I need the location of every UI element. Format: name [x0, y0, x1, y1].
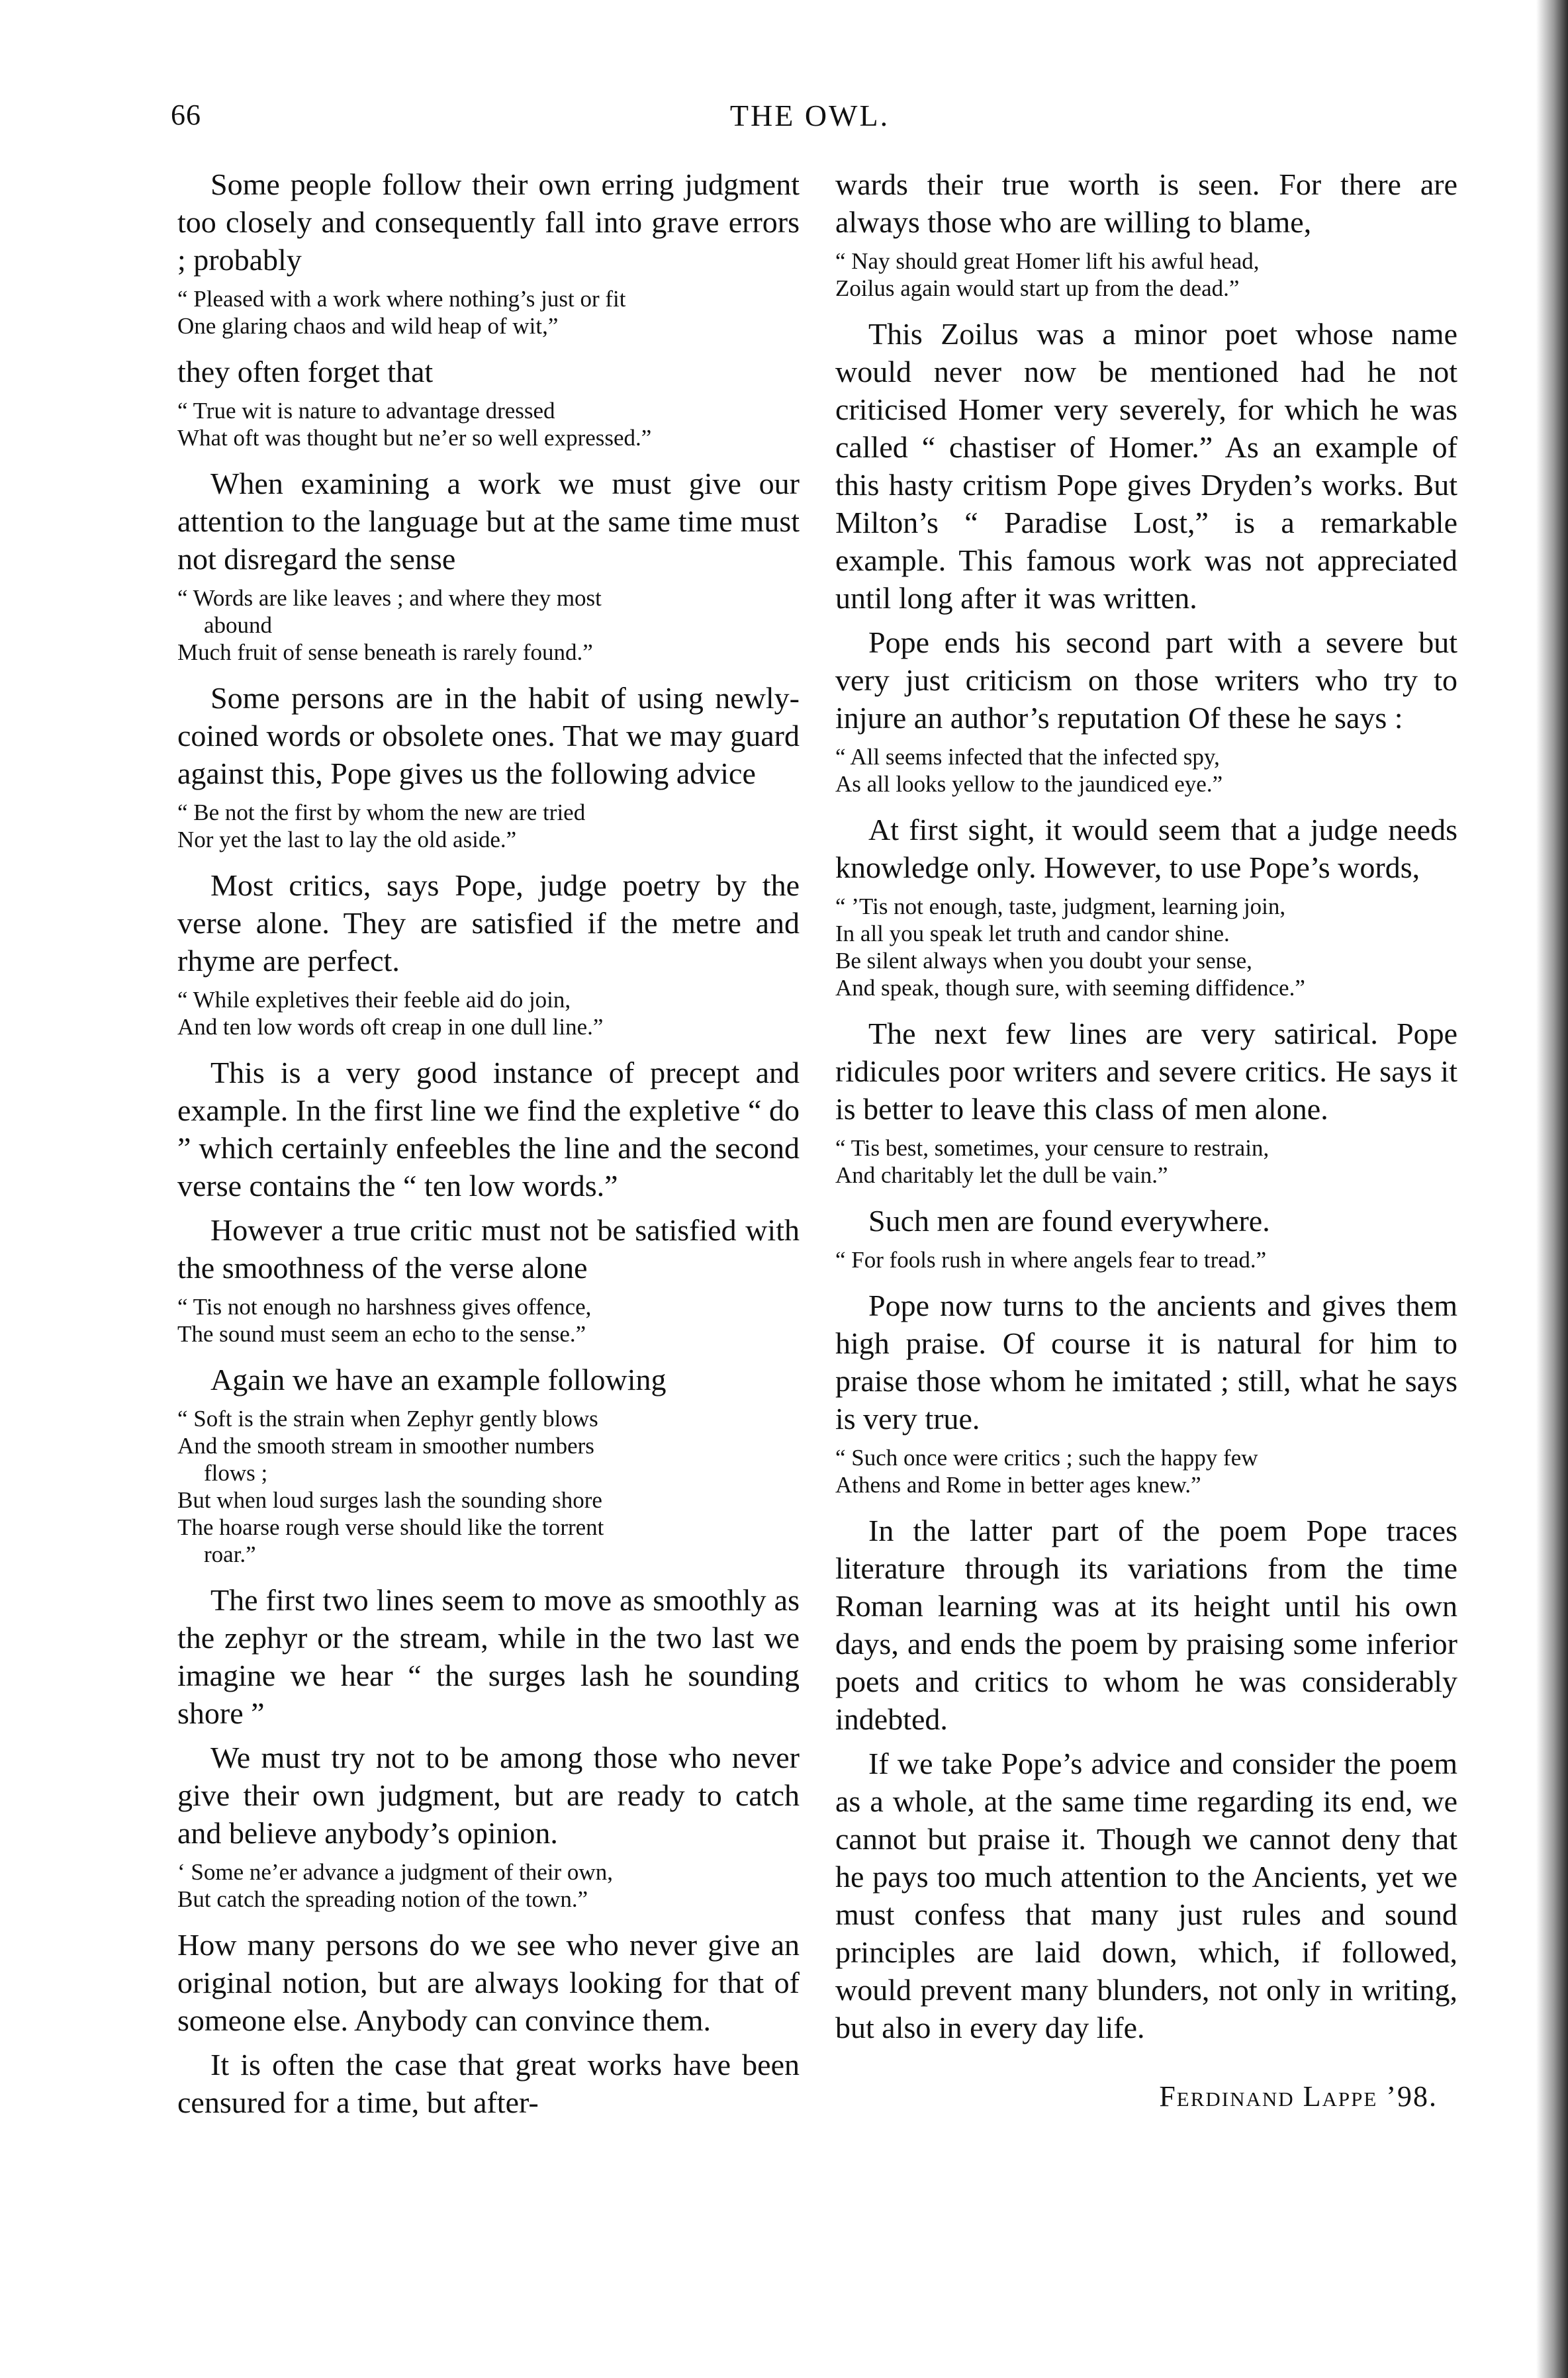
verse-line: And ten low words oft creap in one dull line.”: [177, 1014, 604, 1040]
verse-line: abound: [204, 612, 273, 638]
verse-line: But catch the spreading notion of the town.”: [177, 1886, 588, 1912]
verse-line: The sound must seem an echo to the sense.”: [177, 1321, 586, 1347]
verse-line: Much fruit of sense beneath is rarely found.”: [177, 639, 593, 665]
page-header: [171, 98, 1449, 151]
author-signature: Ferdinand Lappe ’98.: [1159, 2080, 1438, 2113]
verse-line: “ Such once were critics ; such the happy few: [835, 1445, 1258, 1471]
verse-line: Be silent always when you doubt your sense,: [835, 948, 1252, 974]
left-column: [177, 165, 800, 2128]
scan-edge: [1536, 0, 1568, 2378]
verse-line: “ Tis best, sometimes, your censure to restrain,: [835, 1135, 1269, 1161]
paragraph: At first sight, it would seem that a judge needs knowledge only. However, to use Pope’s words,: [835, 813, 1457, 884]
paragraph: We must try not to be among those who never give their own judgment, but are ready to catch and believe anybody’s opinion.: [177, 1741, 800, 1850]
running-title: THE OWL.: [729, 99, 890, 132]
verse-line: “ For fools rush in where angels fear to tread.”: [835, 1247, 1267, 1273]
verse-line: And the smooth stream in smoother numbers: [177, 1433, 594, 1459]
verse-quote: [835, 248, 1457, 302]
verse-line: “ While expletives their feeble aid do join,: [177, 987, 571, 1013]
verse-line: What oft was thought but ne’er so well expressed.”: [177, 425, 652, 451]
right-column: [835, 165, 1457, 2113]
paragraph: Again we have an example following: [210, 1363, 667, 1396]
paragraph: Most critics, says Pope, judge poetry by the verse alone. They are satisfied if the metre and rhyme are perfect.: [177, 868, 800, 978]
verse-line: “ Pleased with a work where nothing’s just or fit: [177, 286, 626, 312]
verse-line: And speak, though sure, with seeming diffidence.”: [835, 975, 1305, 1001]
verse-quote: [835, 1246, 1457, 1273]
paragraph: Some persons are in the habit of using newly-coined words or obsolete ones. That we may guard against this, Pope gives us the following advice: [177, 681, 800, 790]
verse-line: Nor yet the last to lay the old aside.”: [177, 827, 517, 852]
verse-line: “ Soft is the strain when Zephyr gently blows: [177, 1406, 598, 1432]
paragraph: However a true critic must not be satisfied with the smoothness of the verse alone: [177, 1213, 800, 1285]
verse-line: Athens and Rome in better ages knew.”: [835, 1472, 1201, 1498]
verse-quote: [835, 1444, 1457, 1498]
verse-line: flows ;: [204, 1460, 268, 1486]
verse-line: “ ’Tis not enough, taste, judgment, learning join,: [835, 893, 1286, 919]
paragraph: How many persons do we see who never give an original notion, but are always looking for that of someone else. Anybody can convince them.: [177, 1928, 800, 2037]
verse-line: “ All seems infected that the infected spy,: [835, 744, 1220, 770]
paragraph: wards their true worth is seen. For there are always those who are willing to blame,: [835, 167, 1457, 239]
verse-quote: [177, 1293, 800, 1348]
paragraph: The next few lines are very satirical. Pope ridicules poor writers and severe critics. He says it is better to leave this class of men alone.: [835, 1017, 1457, 1126]
verse-line: But when loud surges lash the sounding shore: [177, 1487, 602, 1513]
paragraph: they often forget that: [177, 355, 434, 389]
paragraph: In the latter part of the poem Pope traces literature through its variations from the time Roman learning was at its height until his own days, and ends the poem by praising some inferior poets and critics to whom he was considerably indebted.: [835, 1514, 1457, 1736]
verse-line: roar.”: [204, 1541, 256, 1567]
verse-line: “ Words are like leaves ; and where they most: [177, 585, 602, 611]
verse-quote: [177, 285, 800, 340]
verse-line: The hoarse rough verse should like the torrent: [177, 1514, 604, 1540]
verse-line: “ Tis not enough no harshness gives offence,: [177, 1294, 592, 1320]
verse-quote: [177, 1858, 800, 1913]
verse-line: One glaring chaos and wild heap of wit,”: [177, 313, 559, 339]
paragraph: If we take Pope’s advice and consider the poem as a whole, at the same time regarding its end, we cannot but praise it. Though we cannot deny that he pays too much attention to the Ancients, yet we must confess that many just rules and sound principles are laid down, which, if followed, would prevent many blunders, not only in writing, but also in every day life.: [835, 1747, 1457, 2044]
verse-line: In all you speak let truth and candor shine.: [835, 921, 1230, 946]
verse-quote: [835, 1134, 1457, 1189]
verse-quote: [177, 986, 800, 1040]
paragraph: When examining a work we must give our attention to the language but at the same time must not disregard the sense: [177, 467, 800, 576]
verse-line: And charitably let the dull be vain.”: [835, 1162, 1168, 1188]
verse-line: ‘ Some ne’er advance a judgment of their own,: [177, 1859, 613, 1885]
verse-quote: [835, 743, 1457, 798]
verse-line: Zoilus again would start up from the dead.”: [835, 275, 1240, 301]
verse-line: As all looks yellow to the jaundiced eye.”: [835, 771, 1223, 797]
paragraph: This is a very good instance of precept and example. In the first line we find the expletive “ do ” which certainly enfeebles the line and the second verse contains the “ ten low words.”: [177, 1056, 800, 1203]
paragraph: It is often the case that great works have been censured for a time, but after-: [177, 2048, 800, 2119]
verse-quote: [835, 893, 1457, 1001]
verse-quote: [177, 397, 800, 451]
verse-line: “ Nay should great Homer lift his awful head,: [835, 248, 1260, 274]
paragraph: Such men are found everywhere.: [868, 1204, 1270, 1238]
paragraph: Pope now turns to the ancients and gives them high praise. Of course it is natural for him to praise those whom he imitated ; still, what he says is very true.: [835, 1289, 1457, 1436]
paragraph: The first two lines seem to move as smoothly as the zephyr or the stream, while in the two last we imagine we hear “ the surges lash he sounding shore ”: [177, 1583, 800, 1730]
paragraph: Pope ends his second part with a severe but very just criticism on those writers who try to injure an author’s reputation Of these he says :: [835, 625, 1457, 735]
page-number: 66: [171, 99, 201, 131]
paragraph: Some people follow their own erring judgment too closely and consequently fall into grave errors ; probably: [177, 167, 800, 277]
verse-line: “ True wit is nature to advantage dressed: [177, 398, 555, 424]
verse-quote: [177, 584, 800, 666]
paragraph: This Zoilus was a minor poet whose name would never now be mentioned had he not criticised Homer very severely, for which he was called “ chastiser of Homer.” As an example of this hasty critism Pope gives Dryden’s works. But Milton’s “ Paradise Lost,” is a remarkable example. This famous work was not appreciated until long after it was written.: [835, 317, 1457, 615]
verse-quote: [177, 799, 800, 853]
verse-line: “ Be not the first by whom the new are tried: [177, 800, 586, 825]
verse-quote: [177, 1405, 800, 1568]
